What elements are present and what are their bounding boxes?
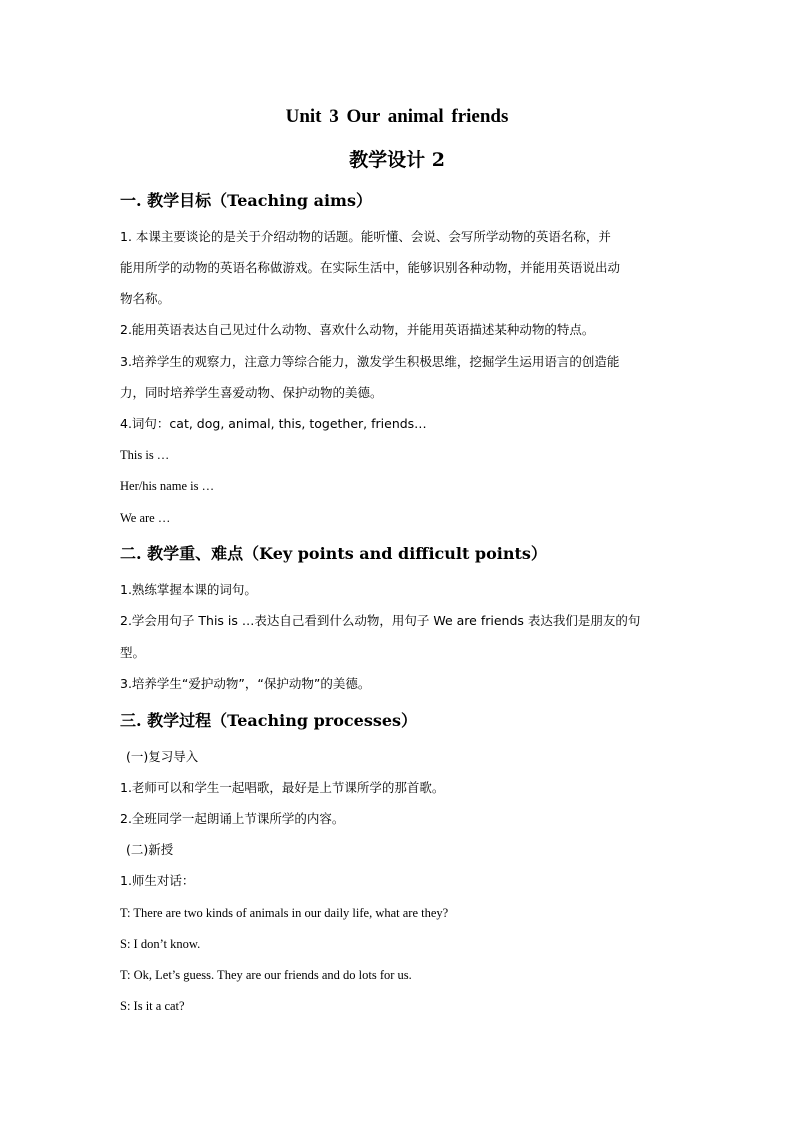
paragraph-line: Her/his name is … xyxy=(120,479,215,493)
paragraph-line: 1.熟练掌握本课的词句。 xyxy=(120,582,257,597)
section-heading-key-points: 二. 教学重、难点（Key points and difficult points） xyxy=(120,544,547,563)
paragraph-line: 4.词句：cat, dog, animal, this, together, friends… xyxy=(120,416,427,431)
dialogue-line: S: I don’t know. xyxy=(120,937,201,951)
section-heading-teaching-aims: 一. 教学目标（Teaching aims） xyxy=(120,191,372,210)
section-heading-teaching-processes: 三. 教学过程（Teaching processes） xyxy=(120,711,418,730)
paragraph-line: 2.能用英语表达自己见过什么动物、喜欢什么动物，并能用英语描述某种动物的特点。 xyxy=(120,322,595,337)
paragraph-line: We are … xyxy=(120,511,171,525)
subsection-label: (一)复习导入 xyxy=(126,749,199,764)
paragraph-line: 1. 本课主要谈论的是关于介绍动物的话题。能听懂、会说、会写所学动物的英语名称，并 xyxy=(120,229,611,244)
document-subtitle: 教学设计 2 xyxy=(349,149,445,171)
paragraph-line: 1.老师可以和学生一起唱歌，最好是上节课所学的那首歌。 xyxy=(120,780,445,795)
dialogue-line: T: Ok, Let’s guess. They are our friends and do lots for us. xyxy=(120,968,412,982)
paragraph-line: 物名称。 xyxy=(120,291,171,306)
subsection-label: (二)新授 xyxy=(126,842,174,857)
paragraph-line: 2.学会用句子 This is …表达自己看到什么动物，用句子 We are friends 表达我们是朋友的句 xyxy=(120,613,641,628)
paragraph-line: This is … xyxy=(120,448,170,462)
document-title: Unit 3 Our animal friends xyxy=(285,106,509,127)
paragraph-line: 力，同时培养学生喜爱动物、保护动物的美德。 xyxy=(120,385,383,400)
paragraph-line: 能用所学的动物的英语名称做游戏。在实际生活中，能够识别各种动物，并能用英语说出动 xyxy=(120,260,621,275)
paragraph-line: 2.全班同学一起朗诵上节课所学的内容。 xyxy=(120,811,345,826)
paragraph-line: 3.培养学生“爱护动物”，“保护动物”的美德。 xyxy=(120,676,371,691)
paragraph-line: 型。 xyxy=(120,645,146,660)
dialogue-line: T: There are two kinds of animals in our daily life, what are they? xyxy=(120,906,449,920)
paragraph-line: 3.培养学生的观察力，注意力等综合能力，激发学生积极思维，挖掘学生运用语言的创造能 xyxy=(120,354,620,369)
dialogue-line: S: Is it a cat? xyxy=(120,999,185,1013)
paragraph-line: 1.师生对话： xyxy=(120,873,195,888)
